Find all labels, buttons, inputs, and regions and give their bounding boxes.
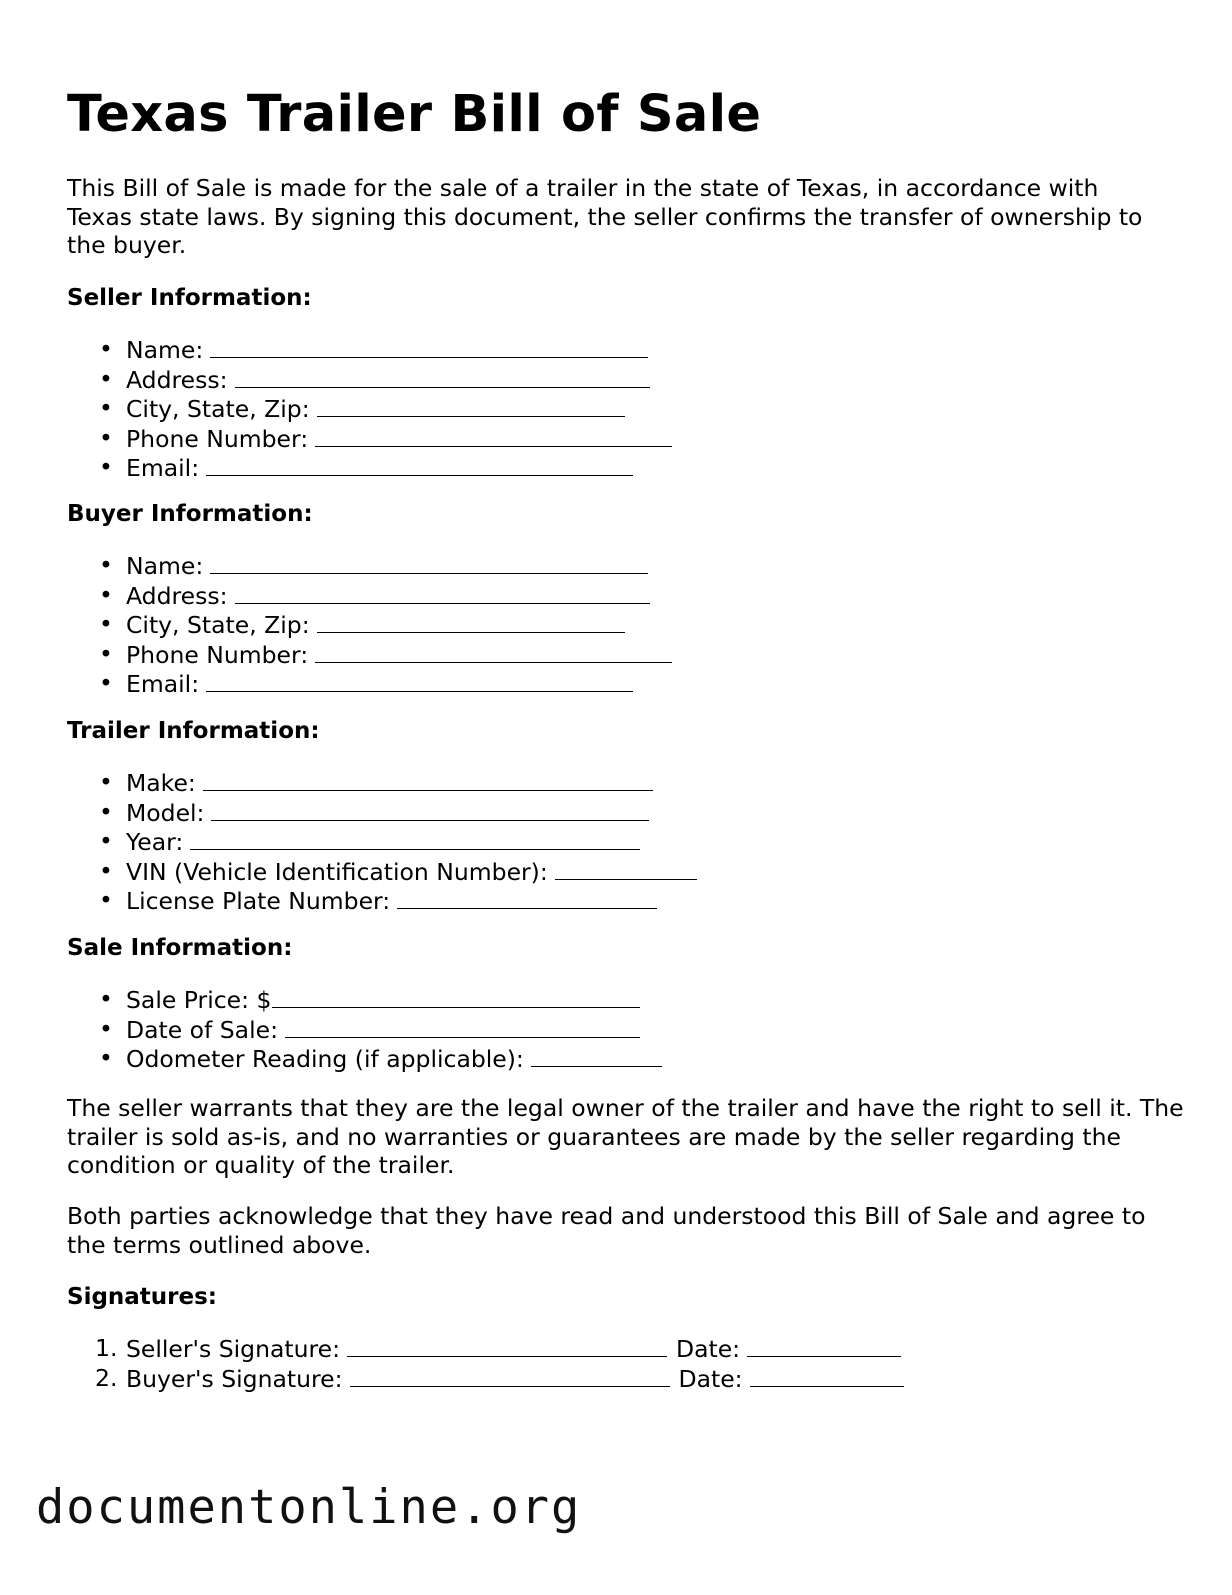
field-label: Phone Number: [126,640,309,669]
acknowledge-paragraph: Both parties acknowledge that they have read and understood this Bill of Sale and agree to the terms outlined above. [67,1202,1146,1259]
seller-date-blank[interactable] [747,1334,901,1357]
sale-section-heading: Sale Information: [67,935,293,961]
trailer-plate-item [67,886,697,916]
sale-price-blank[interactable] [272,985,640,1008]
sale-date-blank[interactable] [285,1015,640,1038]
trailer-make-item [67,768,697,798]
seller-phone-blank[interactable] [315,424,672,447]
buyer-email-item [67,669,672,699]
buyer-name-blank[interactable] [210,551,648,574]
field-label: Address: [126,365,228,394]
buyer-city-state-zip-blank[interactable] [317,610,625,633]
date-label: Date: [678,1364,743,1393]
buyer-field-list [67,551,672,699]
field-label: Odometer Reading (if applicable): [126,1045,524,1073]
document-title: Texas Trailer Bill of Sale [67,85,762,144]
seller-field-list [67,335,672,483]
seller-name-item [67,335,672,365]
seller-phone-item [67,424,672,454]
date-label: Date: [676,1335,741,1363]
seller-address-blank[interactable] [235,365,650,388]
seller-address-item [67,365,672,395]
buyer-phone-item [67,640,672,670]
field-label: City, State, Zip: [126,611,310,639]
sale-odometer-blank[interactable] [531,1044,662,1067]
buyer-signature-blank[interactable] [350,1364,670,1387]
seller-email-item [67,453,672,483]
signature-label: Seller's Signature: [126,1335,341,1363]
field-label: Make: [126,769,196,797]
field-label: Model: [126,798,205,827]
buyer-section-heading: Buyer Information: [67,501,313,527]
trailer-field-list [67,768,697,916]
list-number: 2. [95,1363,118,1392]
trailer-year-item [67,827,697,857]
trailer-year-blank[interactable] [190,827,640,850]
sale-odometer-item [67,1044,662,1074]
signature-list [67,1334,904,1393]
sale-date-item [67,1015,662,1045]
field-label: Email: [126,454,200,482]
seller-signature-blank[interactable] [347,1334,667,1357]
field-label: Year: [126,828,184,856]
buyer-name-item [67,551,672,581]
field-label: Address: [126,581,228,610]
warranty-paragraph: The seller warrants that they are the legal owner of the trailer and have the right to sell it. The trailer is sold as-is, and no warranties or guarantees are made by the seller regarding the condition or quality of the trailer. [67,1094,1184,1179]
trailer-make-blank[interactable] [203,768,653,791]
buyer-address-item [67,581,672,611]
trailer-model-blank[interactable] [211,798,649,821]
field-label: Sale Price: $ [126,986,272,1014]
field-label: VIN (Vehicle Identification Number): [126,857,548,886]
buyer-city-state-zip-item [67,610,672,640]
buyer-date-blank[interactable] [750,1364,904,1387]
field-label: Name: [126,336,204,364]
field-label: Date of Sale: [126,1015,278,1044]
intro-paragraph: This Bill of Sale is made for the sale of a trailer in the state of Texas, in accordance with Texas state laws. By signing this document, the seller confirms the transfer of ownership to the buyer. [67,174,1143,259]
buyer-signature-item [67,1364,904,1394]
seller-email-blank[interactable] [206,453,633,476]
watermark-text: documentonline.org [36,1480,582,1535]
trailer-plate-blank[interactable] [397,886,657,909]
trailer-section-heading: Trailer Information: [67,718,320,744]
field-label: City, State, Zip: [126,395,310,423]
signatures-section-heading: Signatures: [67,1284,218,1310]
sale-price-item [67,985,662,1015]
trailer-vin-blank[interactable] [555,857,697,880]
buyer-address-blank[interactable] [235,581,650,604]
trailer-model-item [67,798,697,828]
seller-section-heading: Seller Information: [67,285,312,311]
seller-city-state-zip-item [67,394,672,424]
trailer-vin-item [67,857,697,887]
signature-label: Buyer's Signature: [126,1364,343,1393]
buyer-phone-blank[interactable] [315,640,672,663]
field-label: Name: [126,552,204,580]
field-label: License Plate Number: [126,887,391,915]
seller-city-state-zip-blank[interactable] [317,394,625,417]
sale-field-list [67,985,662,1074]
field-label: Phone Number: [126,424,309,453]
buyer-email-blank[interactable] [206,669,633,692]
seller-name-blank[interactable] [210,335,648,358]
field-label: Email: [126,670,200,698]
seller-signature-item [67,1334,904,1364]
list-number: 1. [95,1334,118,1362]
